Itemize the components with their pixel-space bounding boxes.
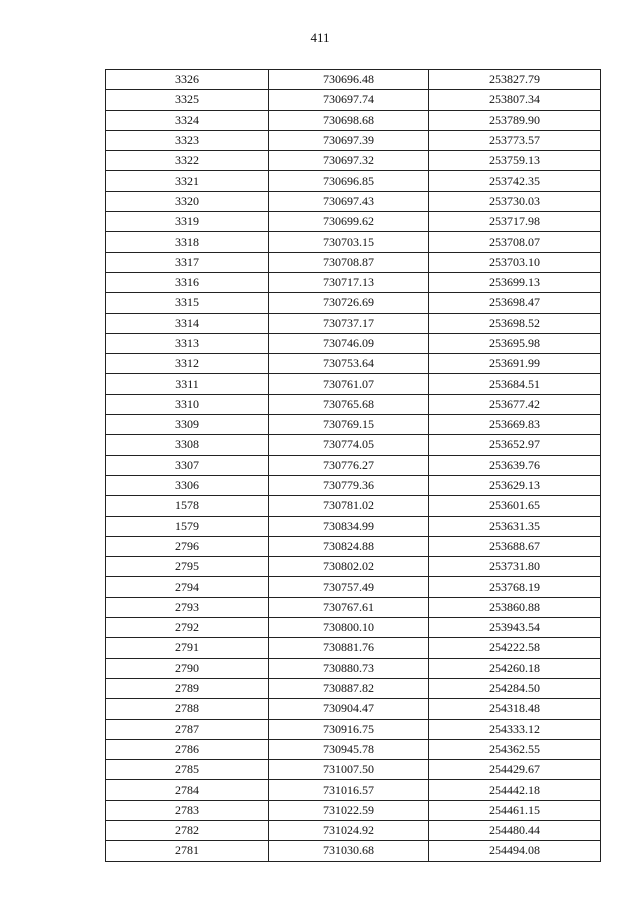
y-coordinate-cell: 253943.54 [429,618,601,638]
x-coordinate-cell: 731007.50 [269,760,429,780]
y-coordinate-cell: 254461.15 [429,800,601,820]
x-coordinate-cell: 731024.92 [269,820,429,840]
x-coordinate-cell: 730776.27 [269,455,429,475]
point-number-cell: 3323 [106,130,269,150]
table-row [106,678,601,698]
point-number-cell: 3315 [106,293,269,313]
point-number-cell: 2786 [106,739,269,759]
x-coordinate-cell: 731030.68 [269,841,429,861]
table-row [106,272,601,292]
x-coordinate-cell: 730781.02 [269,496,429,516]
table-row [106,475,601,495]
point-number-cell: 3309 [106,415,269,435]
table-row [106,496,601,516]
y-coordinate-cell: 253695.98 [429,333,601,353]
x-coordinate-cell: 730708.87 [269,252,429,272]
point-number-cell: 3326 [106,70,269,90]
table-row [106,658,601,678]
point-number-cell: 3313 [106,333,269,353]
x-coordinate-cell: 730769.15 [269,415,429,435]
x-coordinate-cell: 730697.74 [269,90,429,110]
point-number-cell: 3312 [106,354,269,374]
x-coordinate-cell: 730881.76 [269,638,429,658]
y-coordinate-cell: 254318.48 [429,699,601,719]
point-number-cell: 1578 [106,496,269,516]
point-number-cell: 3311 [106,374,269,394]
y-coordinate-cell: 253703.10 [429,252,601,272]
table-row [106,232,601,252]
table-row [106,841,601,861]
point-number-cell: 3318 [106,232,269,252]
table-row [106,333,601,353]
point-number-cell: 3319 [106,212,269,232]
point-number-cell: 3307 [106,455,269,475]
table-row [106,90,601,110]
point-number-cell: 2796 [106,536,269,556]
x-coordinate-cell: 730765.68 [269,394,429,414]
point-number-cell: 2792 [106,618,269,638]
point-number-cell: 2782 [106,820,269,840]
point-number-cell: 2781 [106,841,269,861]
point-number-cell: 2788 [106,699,269,719]
point-number-cell: 2794 [106,577,269,597]
x-coordinate-cell: 730880.73 [269,658,429,678]
table-row [106,820,601,840]
table-row [106,394,601,414]
x-coordinate-cell: 731022.59 [269,800,429,820]
y-coordinate-cell: 253789.90 [429,110,601,130]
table-row [106,110,601,130]
y-coordinate-cell: 254442.18 [429,780,601,800]
table-row [106,151,601,171]
table-row [106,293,601,313]
table-row [106,699,601,719]
point-number-cell: 3306 [106,475,269,495]
x-coordinate-cell: 730916.75 [269,719,429,739]
table-row [106,455,601,475]
x-coordinate-cell: 730726.69 [269,293,429,313]
y-coordinate-cell: 253631.35 [429,516,601,536]
table-row [106,780,601,800]
point-number-cell: 2783 [106,800,269,820]
y-coordinate-cell: 253699.13 [429,272,601,292]
point-number-cell: 3325 [106,90,269,110]
y-coordinate-cell: 253730.03 [429,191,601,211]
table-row [106,618,601,638]
y-coordinate-cell: 253860.88 [429,597,601,617]
point-number-cell: 2793 [106,597,269,617]
x-coordinate-cell: 730737.17 [269,313,429,333]
table-row [106,191,601,211]
y-coordinate-cell: 253639.76 [429,455,601,475]
x-coordinate-cell: 730698.68 [269,110,429,130]
table-row [106,212,601,232]
y-coordinate-cell: 254260.18 [429,658,601,678]
point-number-cell: 3322 [106,151,269,171]
x-coordinate-cell: 730800.10 [269,618,429,638]
y-coordinate-cell: 253717.98 [429,212,601,232]
table-row [106,760,601,780]
y-coordinate-cell: 254429.67 [429,760,601,780]
y-coordinate-cell: 254284.50 [429,678,601,698]
point-number-cell: 3317 [106,252,269,272]
y-coordinate-cell: 253773.57 [429,130,601,150]
table-row [106,70,601,90]
point-number-cell: 1579 [106,516,269,536]
point-number-cell: 2791 [106,638,269,658]
y-coordinate-cell: 253684.51 [429,374,601,394]
table-row [106,313,601,333]
y-coordinate-cell: 254480.44 [429,820,601,840]
y-coordinate-cell: 254333.12 [429,719,601,739]
y-coordinate-cell: 253731.80 [429,557,601,577]
x-coordinate-cell: 730697.32 [269,151,429,171]
table-row [106,597,601,617]
y-coordinate-cell: 253742.35 [429,171,601,191]
table-row [106,557,601,577]
page-number: 411 [310,30,330,45]
y-coordinate-cell: 253688.67 [429,536,601,556]
point-number-cell: 2789 [106,678,269,698]
table-row [106,252,601,272]
point-number-cell: 3320 [106,191,269,211]
x-coordinate-cell: 730802.02 [269,557,429,577]
table-row [106,415,601,435]
table-row [106,130,601,150]
table-row [106,435,601,455]
coordinates-table-container [105,69,600,862]
x-coordinate-cell: 730834.99 [269,516,429,536]
y-coordinate-cell: 254494.08 [429,841,601,861]
x-coordinate-cell: 730904.47 [269,699,429,719]
point-number-cell: 3324 [106,110,269,130]
y-coordinate-cell: 253698.52 [429,313,601,333]
table-row [106,719,601,739]
table-row [106,800,601,820]
table-row [106,354,601,374]
x-coordinate-cell: 730824.88 [269,536,429,556]
table-row [106,638,601,658]
point-number-cell: 3310 [106,394,269,414]
x-coordinate-cell: 730703.15 [269,232,429,252]
table-row [106,536,601,556]
y-coordinate-cell: 253807.34 [429,90,601,110]
x-coordinate-cell: 730761.07 [269,374,429,394]
x-coordinate-cell: 730945.78 [269,739,429,759]
y-coordinate-cell: 254362.55 [429,739,601,759]
coordinates-table-body [106,70,601,862]
point-number-cell: 2795 [106,557,269,577]
table-row [106,374,601,394]
y-coordinate-cell: 253698.47 [429,293,601,313]
point-number-cell: 2787 [106,719,269,739]
point-number-cell: 3316 [106,272,269,292]
x-coordinate-cell: 730767.61 [269,597,429,617]
x-coordinate-cell: 730746.09 [269,333,429,353]
point-number-cell: 2785 [106,760,269,780]
y-coordinate-cell: 253827.79 [429,70,601,90]
y-coordinate-cell: 253629.13 [429,475,601,495]
y-coordinate-cell: 253768.19 [429,577,601,597]
table-row [106,171,601,191]
y-coordinate-cell: 253759.13 [429,151,601,171]
x-coordinate-cell: 730697.39 [269,130,429,150]
x-coordinate-cell: 730696.85 [269,171,429,191]
point-number-cell: 2784 [106,780,269,800]
x-coordinate-cell: 730779.36 [269,475,429,495]
y-coordinate-cell: 253708.07 [429,232,601,252]
table-row [106,739,601,759]
coordinates-table [105,69,601,862]
x-coordinate-cell: 730753.64 [269,354,429,374]
point-number-cell: 2790 [106,658,269,678]
table-row [106,516,601,536]
y-coordinate-cell: 253652.97 [429,435,601,455]
x-coordinate-cell: 730717.13 [269,272,429,292]
point-number-cell: 3308 [106,435,269,455]
y-coordinate-cell: 253677.42 [429,394,601,414]
x-coordinate-cell: 730757.49 [269,577,429,597]
x-coordinate-cell: 730696.48 [269,70,429,90]
x-coordinate-cell: 730699.62 [269,212,429,232]
y-coordinate-cell: 253601.65 [429,496,601,516]
table-row [106,577,601,597]
y-coordinate-cell: 253669.83 [429,415,601,435]
x-coordinate-cell: 730774.05 [269,435,429,455]
point-number-cell: 3314 [106,313,269,333]
x-coordinate-cell: 730697.43 [269,191,429,211]
y-coordinate-cell: 253691.99 [429,354,601,374]
x-coordinate-cell: 730887.82 [269,678,429,698]
point-number-cell: 3321 [106,171,269,191]
x-coordinate-cell: 731016.57 [269,780,429,800]
y-coordinate-cell: 254222.58 [429,638,601,658]
